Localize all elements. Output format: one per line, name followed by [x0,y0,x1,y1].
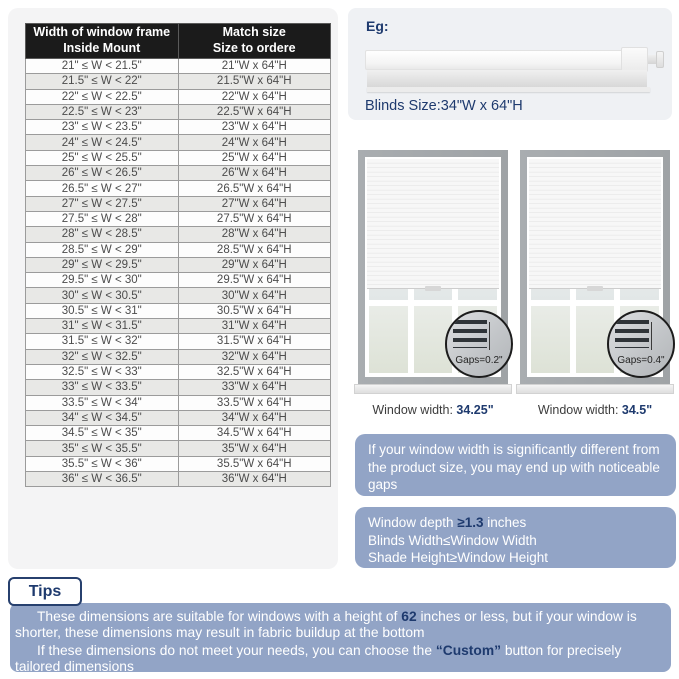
blinds-size-text: Blinds Size:34"W x 64"H [365,98,523,114]
size-table [25,23,331,487]
order-size-cell: 30"W x 64"H [178,288,331,303]
order-size-cell: 34.5"W x 64"H [178,426,331,441]
caption-text: Window width: [372,403,457,417]
table-row [26,227,331,242]
table-row [26,441,331,456]
tips-badge: Tips [8,577,82,606]
width-range-cell: 32.5" ≤ W < 33" [26,364,179,379]
caption-value: 34.25" [456,403,494,417]
tips-box [10,603,671,672]
shade-pull-tab [425,286,441,291]
width-range-cell: 33.5" ≤ W < 34" [26,395,179,410]
table-row [26,150,331,165]
table-row [26,59,331,74]
gap-label: Gaps=0.4" [617,354,665,366]
order-size-cell: 36"W x 64"H [178,472,331,487]
width-range-cell: 27" ≤ W < 27.5" [26,196,179,211]
window-pane [531,306,570,373]
order-size-cell: 28"W x 64"H [178,227,331,242]
width-range-cell: 21" ≤ W < 21.5" [26,59,179,74]
col-header-line: Width of window frame [33,25,171,40]
gap-warning-text: If your window width is significantly different from the product size, you may end up with noticeable gaps [368,442,660,493]
blind-slats-icon [453,320,488,348]
example-panel [348,8,672,120]
width-range-cell: 29.5" ≤ W < 30" [26,273,179,288]
order-size-cell: 33.5"W x 64"H [178,395,331,410]
gap-measure-line [489,322,490,350]
depth-rule-line [368,514,663,532]
shade-pull-tab [587,286,603,291]
col-header-window-frame [26,24,179,59]
width-range-cell: 33" ≤ W < 33.5" [26,380,179,395]
order-size-cell: 21"W x 64"H [178,59,331,74]
rod-tube [365,50,623,70]
width-range-cell: 23" ≤ W < 23.5" [26,120,179,135]
order-size-cell: 33"W x 64"H [178,380,331,395]
height-rule-line: Shade Height≥Window Height [368,550,549,566]
tips-text: inches or less, but if your window is shorter, these dimensions may result in fabric buildup at the bottom [15,609,637,640]
width-range-cell: 34" ≤ W < 34.5" [26,410,179,425]
table-row [26,257,331,272]
order-size-cell: 35.5"W x 64"H [178,456,331,471]
caption-value: 34.5" [621,403,653,417]
table-row [26,303,331,318]
width-range-cell: 31" ≤ W < 31.5" [26,319,179,334]
table-row [26,380,331,395]
order-size-cell: 29"W x 64"H [178,257,331,272]
width-range-cell: 27.5" ≤ W < 28" [26,211,179,226]
table-row [26,181,331,196]
width-rule-line: Blinds Width≤Window Width [368,532,537,548]
rule-text: inches [483,515,527,530]
order-size-cell: 22"W x 64"H [178,89,331,104]
width-range-cell: 36" ≤ W < 36.5" [26,472,179,487]
table-row [26,334,331,349]
blind-slats-icon [615,320,650,348]
order-size-cell: 31.5"W x 64"H [178,334,331,349]
table-row [26,410,331,425]
table-row [26,426,331,441]
order-size-cell: 22.5"W x 64"H [178,104,331,119]
rod-fabric-stack [367,70,647,87]
window-illustration-1 [358,150,508,394]
col-header-match-size [178,24,331,59]
cellular-shade [367,159,499,289]
order-size-cell: 27"W x 64"H [178,196,331,211]
gap-warning-box [355,434,676,496]
order-size-cell: 34"W x 64"H [178,410,331,425]
width-range-cell: 31.5" ≤ W < 32" [26,334,179,349]
order-size-cell: 28.5"W x 64"H [178,242,331,257]
width-range-cell: 25" ≤ W < 25.5" [26,150,179,165]
table-row [26,472,331,487]
width-range-cell: 26" ≤ W < 26.5" [26,166,179,181]
order-size-cell: 35"W x 64"H [178,441,331,456]
size-table-header-row [26,24,331,59]
table-row [26,166,331,181]
window-illustration-2 [520,150,670,394]
size-table-panel [8,8,338,569]
table-row [26,120,331,135]
example-label: Eg: [366,18,389,34]
table-row [26,104,331,119]
tips-text: button for precisely tailored dimensions [15,643,622,674]
order-size-cell: 31"W x 64"H [178,319,331,334]
width-range-cell: 30" ≤ W < 30.5" [26,288,179,303]
order-size-cell: 24"W x 64"H [178,135,331,150]
width-range-cell: 32" ≤ W < 32.5" [26,349,179,364]
tips-text: These dimensions are suitable for windows with a height of [37,609,402,624]
table-row [26,395,331,410]
order-size-cell: 25"W x 64"H [178,150,331,165]
width-range-cell: 24" ≤ W < 24.5" [26,135,179,150]
window-width-caption-2 [520,403,670,417]
table-row [26,89,331,104]
rod-outer-tube [621,47,648,72]
table-row [26,349,331,364]
cellular-shade [529,159,661,289]
table-row [26,319,331,334]
width-range-cell: 35" ≤ W < 35.5" [26,441,179,456]
tips-paragraph-1 [15,609,663,641]
table-row [26,242,331,257]
table-row [26,288,331,303]
order-size-cell: 32"W x 64"H [178,349,331,364]
table-row [26,196,331,211]
width-range-cell: 30.5" ≤ W < 31" [26,303,179,318]
tips-paragraph-2 [15,643,663,675]
table-row [26,364,331,379]
order-size-cell: 23"W x 64"H [178,120,331,135]
col-header-line: Size to ordere [212,41,296,55]
order-size-cell: 21.5"W x 64"H [178,74,331,89]
order-size-cell: 29.5"W x 64"H [178,273,331,288]
tips-highlight: 62 [401,609,417,624]
width-range-cell: 35.5" ≤ W < 36" [26,456,179,471]
table-row [26,74,331,89]
gap-measure-line [651,322,652,350]
gap-label: Gaps=0.2" [455,354,503,366]
width-range-cell: 28.5" ≤ W < 29" [26,242,179,257]
width-range-cell: 22" ≤ W < 22.5" [26,89,179,104]
order-size-cell: 30.5"W x 64"H [178,303,331,318]
rod-bottom-rail [367,87,650,92]
width-range-cell: 22.5" ≤ W < 23" [26,104,179,119]
table-row [26,273,331,288]
order-size-cell: 26.5"W x 64"H [178,181,331,196]
gap-magnifier [445,310,513,378]
order-size-cell: 32.5"W x 64"H [178,364,331,379]
window-sill [354,384,512,394]
width-range-cell: 21.5" ≤ W < 22" [26,74,179,89]
width-range-cell: 29" ≤ W < 29.5" [26,257,179,272]
order-size-cell: 27.5"W x 64"H [178,211,331,226]
window-sill [516,384,674,394]
window-pane [369,306,408,373]
tension-rod-illustration [365,42,661,96]
table-row [26,456,331,471]
window-width-caption-1 [358,403,508,417]
tips-highlight: “Custom” [435,643,501,658]
col-header-line: Inside Mount [63,41,141,55]
table-row [26,211,331,226]
rule-highlight: ≥1.3 [457,515,484,530]
tips-text: If these dimensions do not meet your needs, you can choose the [37,643,436,658]
order-size-cell: 26"W x 64"H [178,166,331,181]
col-header-line: Match size [222,25,286,40]
rule-text: Window depth [368,515,458,530]
size-table-body [26,59,331,487]
table-row [26,135,331,150]
sizing-rules-box [355,507,676,568]
rod-pin-cap [656,51,664,68]
width-range-cell: 28" ≤ W < 28.5" [26,227,179,242]
width-range-cell: 34.5" ≤ W < 35" [26,426,179,441]
width-range-cell: 26.5" ≤ W < 27" [26,181,179,196]
caption-text: Window width: [537,403,622,417]
gap-magnifier [607,310,675,378]
